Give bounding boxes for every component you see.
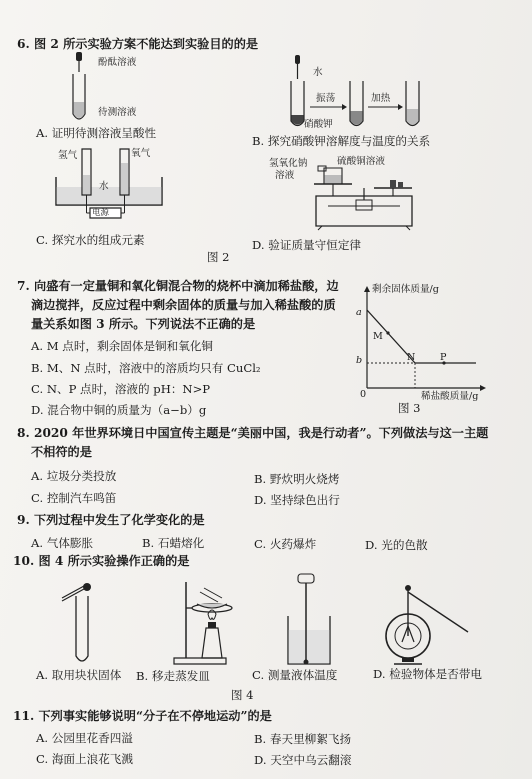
q7-option-a[interactable]: A. M 点时，剩余固体是铜和氧化铜: [31, 339, 214, 353]
q7-option-d[interactable]: D. 混合物中铜的质量为（a−b）g: [31, 403, 207, 417]
graph-b-label: b: [356, 355, 363, 366]
cuso4-label: 硫酸铜溶液: [337, 156, 385, 167]
test-solution-label: 待测溶液: [98, 107, 137, 118]
q6-option-d[interactable]: D. 验证质量守恒定律: [252, 238, 362, 252]
q8-stem-line1: 8. 2020 年世界环境日中国宣传主题是“美丽中国，我是行动者”。下列做法与这一主题: [17, 426, 489, 440]
naoh-label: 氢氧化钠: [269, 158, 308, 169]
h2-label: 氢气: [58, 150, 78, 161]
q6-option-a[interactable]: A. 证明待测溶液呈酸性: [36, 126, 157, 140]
graph-p-label: P: [440, 352, 447, 363]
q10a-solid-figure: [60, 576, 110, 666]
q6d-balance-figure: [308, 160, 420, 230]
q10-option-d[interactable]: D. 检验物体是否带电: [373, 667, 483, 681]
q6-option-b[interactable]: B. 探究硝酸钾溶解度与温度的关系: [252, 134, 431, 148]
q8-option-c[interactable]: C. 控制汽车鸣笛: [31, 491, 117, 505]
graph-m-label: M: [373, 331, 383, 342]
q10b-evaporation-figure: [164, 578, 244, 666]
q11-option-a[interactable]: A. 公园里花香四溢: [36, 731, 133, 745]
water2-label: 水: [99, 181, 109, 192]
graph-xlabel: 稀盐酸质量/g: [421, 391, 479, 402]
kno3-label: 硝酸钾: [304, 119, 333, 130]
q9-option-a[interactable]: A. 气体膨胀: [31, 536, 94, 550]
q10-option-b[interactable]: B. 移走蒸发皿: [136, 669, 210, 683]
q9-stem: 9. 下列过程中发生了化学变化的是: [17, 513, 205, 527]
q10c-thermometer-figure: [286, 572, 336, 668]
tweezers: [62, 586, 84, 601]
test-tube-vertical: [76, 596, 88, 661]
q6-option-c[interactable]: C. 探究水的组成元素: [36, 233, 145, 247]
q8-option-d[interactable]: D. 坚持绿色出行: [254, 493, 340, 507]
q10-option-a[interactable]: A. 取用块状固体: [36, 668, 122, 682]
point-m: [386, 331, 389, 334]
q10-stem: 10. 图 4 所示实验操作正确的是: [13, 554, 190, 568]
q6-stem: 6. 图 2 所示实验方案不能达到实验目的的是: [17, 37, 259, 51]
graph-a-label: a: [356, 307, 362, 318]
q7-stem-line3: 量关系如图 3 所示。下列说法不正确的是: [31, 317, 256, 331]
q11-option-d[interactable]: D. 天空中乌云翻滚: [254, 753, 352, 767]
heat-label: 加热: [371, 93, 391, 104]
o2-label: 氧气: [131, 148, 151, 159]
naoh-label-2: 溶液: [275, 170, 295, 181]
figure-4-caption: 图 4: [231, 688, 254, 702]
dropper-bulb: [76, 52, 82, 61]
q7-stem-line2: 滴边搅拌，反应过程中剩余固体的质量与加入稀盐酸的质: [31, 298, 336, 312]
q8-option-b[interactable]: B. 野炊明火烧烤: [254, 472, 340, 486]
q9-option-c[interactable]: C. 火药爆炸: [254, 537, 317, 551]
q8-stem-line2: 不相符的是: [31, 445, 92, 459]
power-label: 电源: [92, 208, 110, 218]
q7-option-c[interactable]: C. N、P 点时，溶液的 pH：N>P: [31, 382, 211, 396]
graph-ylabel: 剩余固体质量/g: [372, 284, 439, 295]
q10d-electroscope-figure: [380, 584, 472, 670]
phenol-label: 酚酞溶液: [98, 57, 137, 68]
figure-2-caption: 图 2: [207, 250, 230, 264]
graph-origin-label: 0: [360, 389, 367, 400]
graph-n-label: N: [407, 352, 416, 363]
shake-label: 振荡: [316, 93, 336, 104]
q11-option-c[interactable]: C. 海面上浪花飞溅: [36, 752, 133, 766]
q11-option-b[interactable]: B. 春天里柳絮飞扬: [254, 732, 352, 746]
q7-stem-line1: 7. 向盛有一定量铜和氧化铜混合物的烧杯中滴加稀盐酸，边: [17, 279, 339, 293]
q9-option-d[interactable]: D. 光的色散: [365, 538, 428, 552]
q9-option-b[interactable]: B. 石蜡熔化: [142, 536, 205, 550]
q11-stem: 11. 下列事实能够说明“分子在不停地运动”的是: [13, 709, 272, 723]
q10-option-c[interactable]: C. 测量液体温度: [252, 668, 338, 682]
water-label: 水: [313, 67, 323, 78]
q8-option-a[interactable]: A. 垃圾分类投放: [31, 469, 117, 483]
figure-3-caption: 图 3: [398, 401, 421, 415]
q7-option-b[interactable]: B. M、N 点时，溶液中的溶质均只有 CuCl₂: [31, 361, 261, 375]
q6a-dropper-figure: [70, 52, 100, 124]
